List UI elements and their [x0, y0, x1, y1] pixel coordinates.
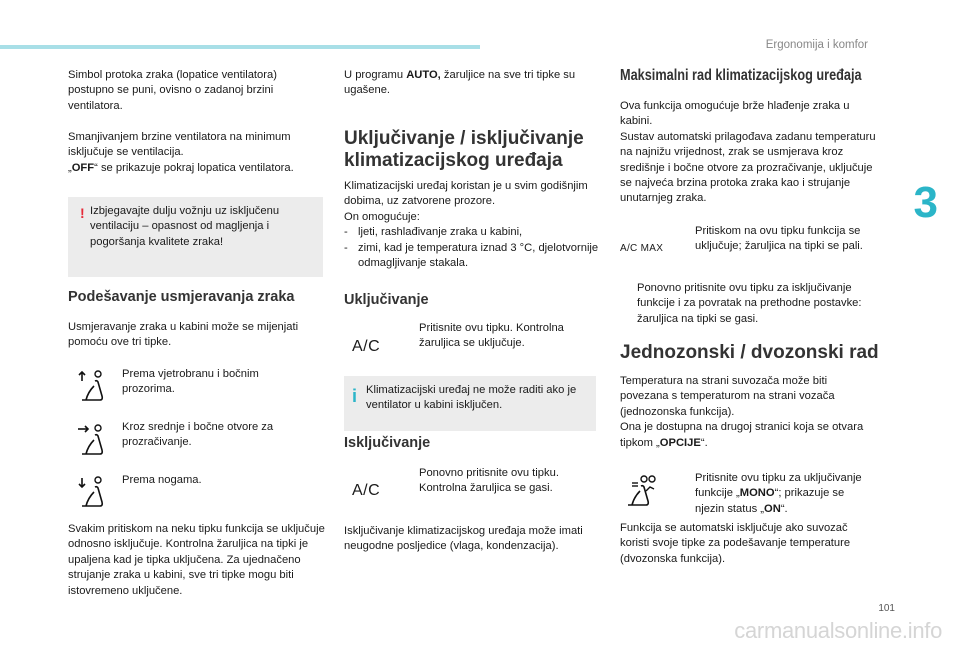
- max-ac-p2: Sustav automatski prilagođava zadanu temperaturu na najnižu vrijednost, zrak se usmjerava kroz središnje i bočne otvore za prozračivanje, uključuje se najveća brzina protoka zraka kao i strujanje unutarnjeg zraka.: [620, 130, 876, 205]
- auto-label: AUTO,: [406, 69, 441, 81]
- mono-post: “.: [780, 502, 788, 515]
- left-p2: [68, 130, 326, 176]
- ac-off-note: Isključivanje klimatizacijskog uređaja može imati neugodne posljedice (vlaga, kondenzacija).: [344, 525, 583, 553]
- quote-open: „: [68, 161, 72, 174]
- options-label: OPCIJE: [659, 436, 701, 449]
- max-on-text: Pritiskom na ovu tipku funkcija se uključuje; žaruljica na tipki se pali.: [695, 225, 863, 253]
- heading-max-ac: Maksimalni rad klimatizacijskog uređaja: [620, 67, 862, 84]
- warning-box: [68, 197, 323, 277]
- warning-text: Izbjegavajte dulju vožnju uz isključenu ventilaciju – opasnost od magljenja i pogoršanja kvalitete zraka!: [90, 205, 280, 248]
- left-p2b-text: “ se prikazuje pokraj lopatica ventilatora.: [94, 161, 294, 174]
- info-box: [344, 376, 596, 431]
- max-ac-desc: [620, 99, 876, 207]
- section-title: Ergonomija i komfor: [765, 39, 868, 51]
- left-p2b: [68, 161, 326, 176]
- heading-switch-off: Isključivanje: [344, 435, 431, 451]
- watermark: carmanualsonline.info: [734, 618, 942, 643]
- face-vent-icon: [76, 424, 112, 458]
- direction-intro: Usmjeravanje zraka u kabini može se mijenjati pomoću ove tri tipke.: [68, 321, 299, 349]
- list-item: - ljeti, rashlađivanje zraka u kabini,: [344, 225, 600, 240]
- mono-pre: Pritisnite ovu tipku za uključivanje funkcije „: [695, 472, 862, 500]
- auto-note: [344, 68, 600, 99]
- ac-button-icon: A/C: [352, 338, 381, 355]
- info-text: Klimatizacijski uređaj ne može raditi ako je ventilator u kabini isključen.: [366, 384, 577, 412]
- off-label: OFF: [71, 161, 95, 174]
- zone-p2-post: “.: [700, 436, 708, 449]
- mono-text: [695, 471, 875, 517]
- section-number: 3: [913, 178, 938, 227]
- auto-pre: U programu: [344, 69, 407, 81]
- mono-mid: “; prikazuje se njezin status „: [695, 487, 845, 515]
- ac-button-icon-off: A/C: [352, 482, 381, 499]
- heading-switch-on: Uključivanje: [344, 292, 429, 308]
- heading-zone: Jednozonski / dvozonski rad: [620, 342, 879, 363]
- on-label: ON: [764, 502, 781, 515]
- zone-p2-pre: Ona je dostupna na drugoj stranici koja se otvara tipkom „: [620, 421, 864, 449]
- direction-option-windscreen: Prema vjetrobranu i bočnim prozorima.: [122, 368, 259, 396]
- zone-desc: [620, 374, 876, 451]
- ac-on-text: Pritisnite ovu tipku. Kontrolna žaruljica se uključuje.: [419, 322, 564, 350]
- mono-label: MONO: [739, 487, 775, 500]
- warning-icon: !: [80, 205, 85, 221]
- direction-option-feet: Prema nogama.: [122, 474, 202, 486]
- direction-option-face: Kroz srednje i bočne otvore za prozračivanje.: [122, 421, 274, 449]
- direction-note: Svakim pritiskom na neku tipku funkcija se uključuje odnosno isključuje. Kontrolna žaruljica na tipki je upaljena kad je tipka uključena. Za ujednačeno strujanje zraka u kabini, sve tri tipke mogu biti istovremeno uključene.: [68, 523, 325, 597]
- left-p2a: Smanjivanjem brzine ventilatora na minimum isključuje se ventilacija.: [68, 131, 291, 159]
- zone-p2: [620, 420, 876, 451]
- ac-enables: On omogućuje:: [344, 210, 420, 223]
- max-off-text: Ponovno pritisnite ovu tipku za isključivanje funkcije i za povratak na prethodne postavke: žaruljica na tipki se gasi.: [637, 282, 862, 325]
- left-p1: Simbol protoka zraka (lopatice ventilatora) postupno se puni, ovisno o zadanoj brzini ventilatora.: [68, 69, 277, 112]
- ac-benefits-list: [344, 225, 600, 271]
- zone-note: Funkcija se automatski isključuje ako suvozač koristi svoje tipke za podešavanje temperature (dvozonska funkcija).: [620, 522, 851, 565]
- zone-p1: Temperatura na strani suvozača može biti povezana s temperaturom na strani vozača (jednozonska funkcija).: [620, 375, 835, 418]
- ac-intro: [344, 179, 600, 271]
- windscreen-vent-icon: [76, 370, 112, 404]
- ac-max-button-icon: A/C MAX: [620, 243, 664, 254]
- top-accent-bar: [0, 45, 480, 49]
- heading-ac-onoff: Uključivanje / isključivanje klimatizacijskog uređaja: [344, 128, 584, 171]
- mono-button-icon: [624, 475, 660, 509]
- list-item: - zimi, kad je temperatura iznad 3 °C, djelotvornije odmagljivanje stakala.: [344, 241, 600, 272]
- auto-post: žaruljice na sve tri tipke su ugašene.: [344, 69, 576, 97]
- page-number: 101: [878, 603, 895, 614]
- feet-vent-icon: [76, 476, 112, 510]
- ac-intro-text: Klimatizacijski uređaj koristan je u svim godišnjim dobima, uz zatvorene prozore.: [344, 180, 588, 208]
- info-icon: i: [352, 386, 358, 406]
- max-ac-p1: Ova funkcija omogućuje brže hlađenje zraka u kabini.: [620, 100, 850, 128]
- ac-off-text: Ponovno pritisnite ovu tipku. Kontrolna žaruljica se gasi.: [419, 467, 559, 495]
- heading-air-direction: Podešavanje usmjeravanja zraka: [68, 289, 295, 305]
